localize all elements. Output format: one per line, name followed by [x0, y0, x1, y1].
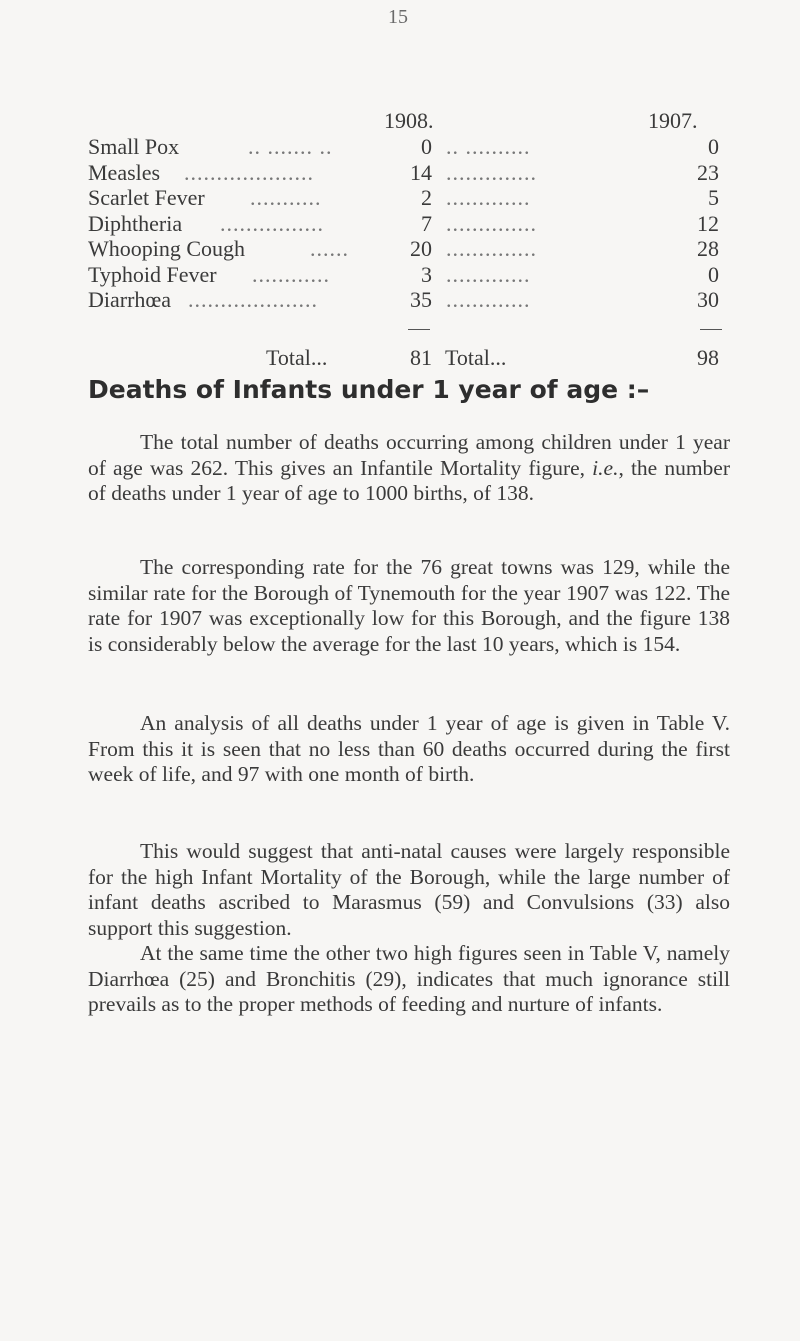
dot-leader: ..............: [446, 210, 537, 236]
dot-leader: .............: [446, 185, 531, 210]
total-rules: [88, 319, 728, 345]
year-1907-header: 1907.: [648, 108, 698, 133]
dot-leader: ................: [220, 210, 324, 236]
year-1908-header: 1908.: [384, 108, 434, 133]
dot-leader: ....................: [184, 159, 314, 185]
disease-name: Typhoid Fever: [88, 261, 217, 287]
paragraph-text: At the same time the other two high figures seen in Table V, namely Diarrhœa (25) and Bronchitis (29), indicates that much ignorance still prevails as to the proper methods of feeding and nurture of infants.: [88, 941, 730, 1016]
paragraph-text: The total number of deaths occurring among children under 1 year of age was 262. This gives an Infantile Mortality figure,: [88, 430, 730, 480]
totals-row: [88, 345, 728, 373]
table-row: [88, 134, 728, 160]
table-row: [88, 236, 728, 262]
dot-leader: ..............: [446, 236, 537, 261]
value-1908: 20: [410, 236, 432, 261]
value-1908: 35: [410, 287, 432, 312]
dot-leader: ....................: [188, 287, 318, 312]
value-1908: 0: [421, 134, 432, 159]
dot-leader: .. ..........: [446, 134, 531, 159]
dot-leader: ............: [252, 261, 330, 287]
paragraph-antenatal: [88, 839, 730, 941]
value-1907: 0: [708, 261, 719, 287]
total-rule-1907: [700, 329, 722, 330]
table-header: [88, 108, 728, 134]
disease-name: Diphtheria: [88, 210, 183, 236]
value-1907: 0: [708, 134, 719, 159]
paragraph-feeding: [88, 941, 730, 1018]
value-1907: 23: [697, 159, 719, 185]
disease-table: [88, 108, 728, 373]
paragraph-text: This would suggest that anti-natal causes were largely responsible for the high Infant Mortality of the Borough, while the large number of infant deaths ascribed to Marasmus (59) and Convulsions (33) also support this suggestion.: [88, 839, 730, 940]
total-label-1908: Total...: [266, 344, 328, 370]
total-1908: 81: [410, 344, 432, 370]
dot-leader: .. ....... ..: [248, 134, 333, 159]
paragraph-infant-mortality: [88, 430, 730, 507]
dot-leader: .............: [446, 287, 531, 312]
disease-name: Scarlet Fever: [88, 185, 205, 210]
total-1907: 98: [697, 344, 719, 370]
table-row: [88, 287, 728, 313]
paragraph-italic: i.e.: [592, 455, 619, 480]
paragraph-text: , the number of deaths under 1 year of age to 1000 births, of 138.: [88, 455, 730, 505]
total-rule-1908: [408, 329, 430, 330]
paragraph-text: The corresponding rate for the 76 great towns was 129, while the similar rate for the Borough of Tynemouth for the year 1907 was 122. The rate for 1907 was exceptionally low for this Borough, and the figure 138 is considerably below the average for the last 10 years, which is 154.: [88, 555, 730, 656]
value-1907: 28: [697, 236, 719, 261]
table-row: [88, 185, 728, 211]
page-number: 15: [388, 6, 408, 28]
table-row: [88, 262, 728, 288]
paragraph-comparison: [88, 555, 730, 657]
value-1907: 30: [697, 287, 719, 312]
paragraph-text: An analysis of all deaths under 1 year of age is given in Table V. From this it is seen that no less than 60 deaths occurred during the first week of life, and 97 with one month of birth.: [88, 711, 730, 786]
value-1908: 7: [421, 210, 432, 236]
disease-name: Measles: [88, 159, 161, 185]
table-row: [88, 160, 728, 186]
total-label-1907: Total...: [445, 344, 507, 370]
paragraph-analysis: [88, 711, 730, 788]
table-row: [88, 211, 728, 237]
dot-leader: ..............: [446, 159, 537, 185]
disease-name: Diarrhœa: [88, 287, 172, 312]
value-1908: 14: [410, 159, 432, 185]
dot-leader: ...........: [250, 185, 322, 210]
section-heading: Deaths of Infants under 1 year of age :–: [88, 375, 650, 404]
value-1907: 5: [708, 185, 719, 210]
dot-leader: ......: [310, 236, 349, 261]
value-1907: 12: [697, 210, 719, 236]
value-1908: 3: [421, 261, 432, 287]
disease-name: Whooping Cough: [88, 236, 246, 261]
disease-name: Small Pox: [88, 134, 180, 159]
value-1908: 2: [421, 185, 432, 210]
dot-leader: .............: [446, 261, 531, 287]
